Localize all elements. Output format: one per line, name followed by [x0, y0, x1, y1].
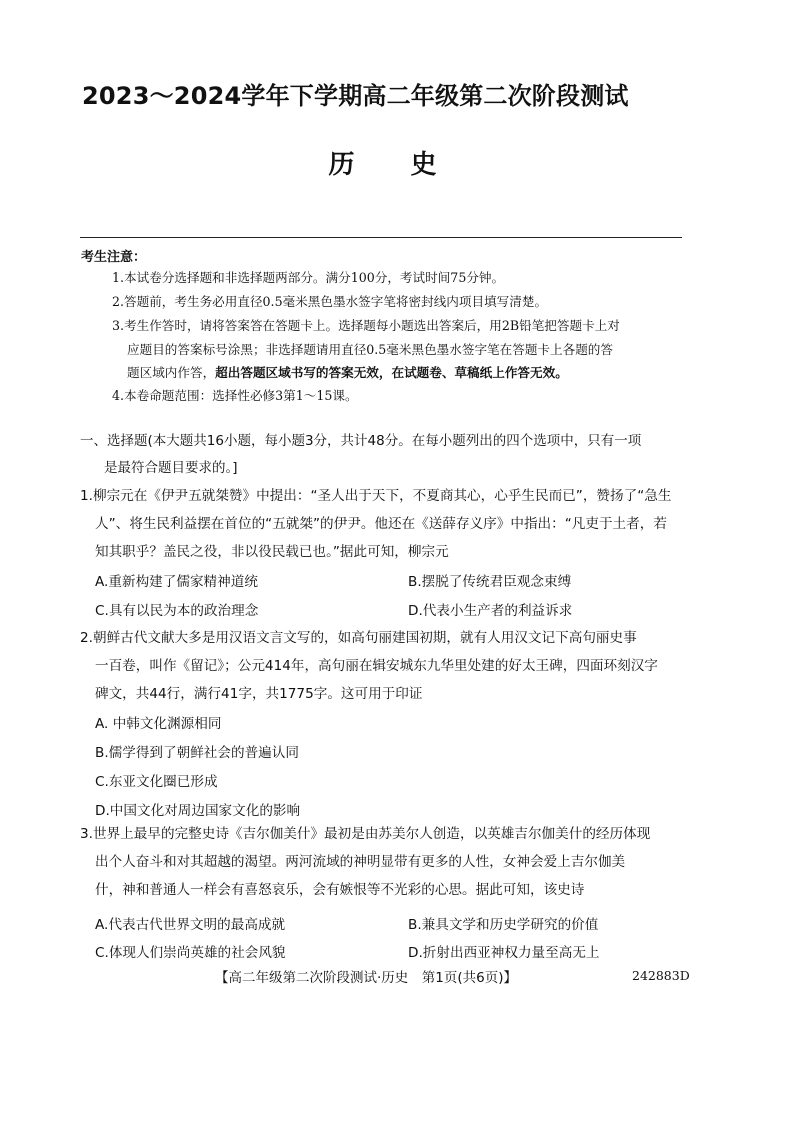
notice-item-1: 1.本试卷分选择题和非选择题两部分。满分100分，考试时间75分钟。 — [112, 270, 505, 285]
section-line-1: 一、选择题(本大题共16小题，每小题3分，共计48分。在每小题列出的四个选项中，只有一项 — [80, 433, 642, 449]
question-1-option-d[interactable]: D.代表小生产者的利益诉求 — [408, 603, 573, 619]
section-instructions — [80, 428, 700, 482]
question-1 — [80, 482, 700, 566]
question-2-line-2: 一百卷，叫作《留记》；公元414年，高句丽在辑安城东九华里处建的好太王碑，四面环刻汉字 — [95, 658, 658, 674]
notice-item-3-line-2: 应题目的答案标号涂黑；非选择题请用直径0.5毫米黑色墨水签字笔在答题卡上各题的答 — [127, 341, 613, 357]
notice-item-2: 2.答题前，考生务必用直径0.5毫米黑色墨水签字笔将密封线内项目填写清楚。 — [112, 294, 548, 309]
subject-title: 历史 — [328, 150, 493, 180]
notice-item-3-line-1: 3.考生作答时，请将答案答在答题卡上。选择题每小题选出答案后，用2B铅笔把答题卡上对 — [112, 318, 620, 333]
notice-item-3-line-3 — [112, 361, 692, 385]
notice-item-4: 4.本卷命题范围：选择性必修3第1～15课。 — [112, 388, 358, 403]
question-1-line-1: 1.柳宗元在《伊尹五就桀赞》中提出：“圣人出于天下，不夏商其心，心乎生民而已”，赞扬了“急生 — [80, 488, 672, 504]
question-1-line-3: 知其职乎？盖民之役，非以役民载已也。”据此可知，柳宗元 — [95, 544, 449, 560]
question-3-option-c[interactable]: C.体现人们崇尚英雄的社会风貌 — [95, 945, 286, 961]
question-3-option-a[interactable]: A.代表古代世界文明的最高成就 — [95, 917, 286, 933]
question-1-option-b[interactable]: B.摆脱了传统君臣观念束缚 — [408, 574, 572, 590]
question-2-option-d[interactable]: D.中国文化对周边国家文化的影响 — [95, 803, 301, 819]
question-3-line-1: 3.世界上最早的完整史诗《吉尔伽美什》最初是由苏美尔人创造，以英雄吉尔伽美什的经历体现 — [80, 826, 651, 842]
notice-bold-warning: 超出答题区域书写的答案无效，在试题卷、草稿纸上作答无效。 — [215, 365, 568, 380]
page-footer: 【高二年级第二次阶段测试·历史 第1页(共6页)】 — [215, 970, 518, 986]
notice-item-3 — [112, 314, 692, 385]
question-3-line-3: 什，神和普通人一样会有喜怒哀乐，会有嫉恨等不光彩的心思。据此可知，该史诗 — [95, 882, 585, 898]
question-3-option-d[interactable]: D.折射出西亚神权力量至高无上 — [408, 945, 600, 961]
divider-line — [80, 237, 682, 238]
question-2-option-a[interactable]: A. 中韩文化渊源相同 — [95, 716, 222, 732]
question-3-option-b[interactable]: B.兼具文学和历史学研究的价值 — [408, 917, 599, 933]
question-3 — [80, 820, 700, 904]
question-1-line-2: 人”、将生民利益摆在首位的“五就桀”的伊尹。他还在《送薛存义序》中指出：“凡吏于土者，若 — [95, 516, 667, 532]
question-2-option-b[interactable]: B.儒学得到了朝鲜社会的普遍认同 — [95, 745, 299, 761]
notice-item-3-text: 题区域内作答， — [127, 365, 216, 380]
exam-code: 242883D — [632, 968, 690, 983]
question-1-option-c[interactable]: C.具有以民为本的政治理念 — [95, 603, 259, 619]
section-line-2: 是最符合题目要求的。] — [104, 460, 238, 476]
exam-title: 2023～2024学年下学期高二年级第二次阶段测试 — [82, 82, 629, 110]
question-2-line-3: 碑文，共44行，满行41字，共1775字。这可用于印证 — [95, 686, 423, 702]
question-1-option-a[interactable]: A.重新构建了儒家精神道统 — [95, 574, 258, 590]
notice-heading: 考生注意： — [81, 250, 147, 265]
question-2-option-c[interactable]: C.东亚文化圈已形成 — [95, 774, 218, 790]
question-3-line-2: 出个人奋斗和对其超越的渴望。两河流域的神明显带有更多的人性，女神会爱上吉尔伽美 — [95, 854, 626, 870]
question-2-line-1: 2.朝鲜古代文献大多是用汉语文言文写的，如高句丽建国初期，就有人用汉文记下高句丽史事 — [80, 630, 637, 646]
question-2 — [80, 624, 700, 708]
